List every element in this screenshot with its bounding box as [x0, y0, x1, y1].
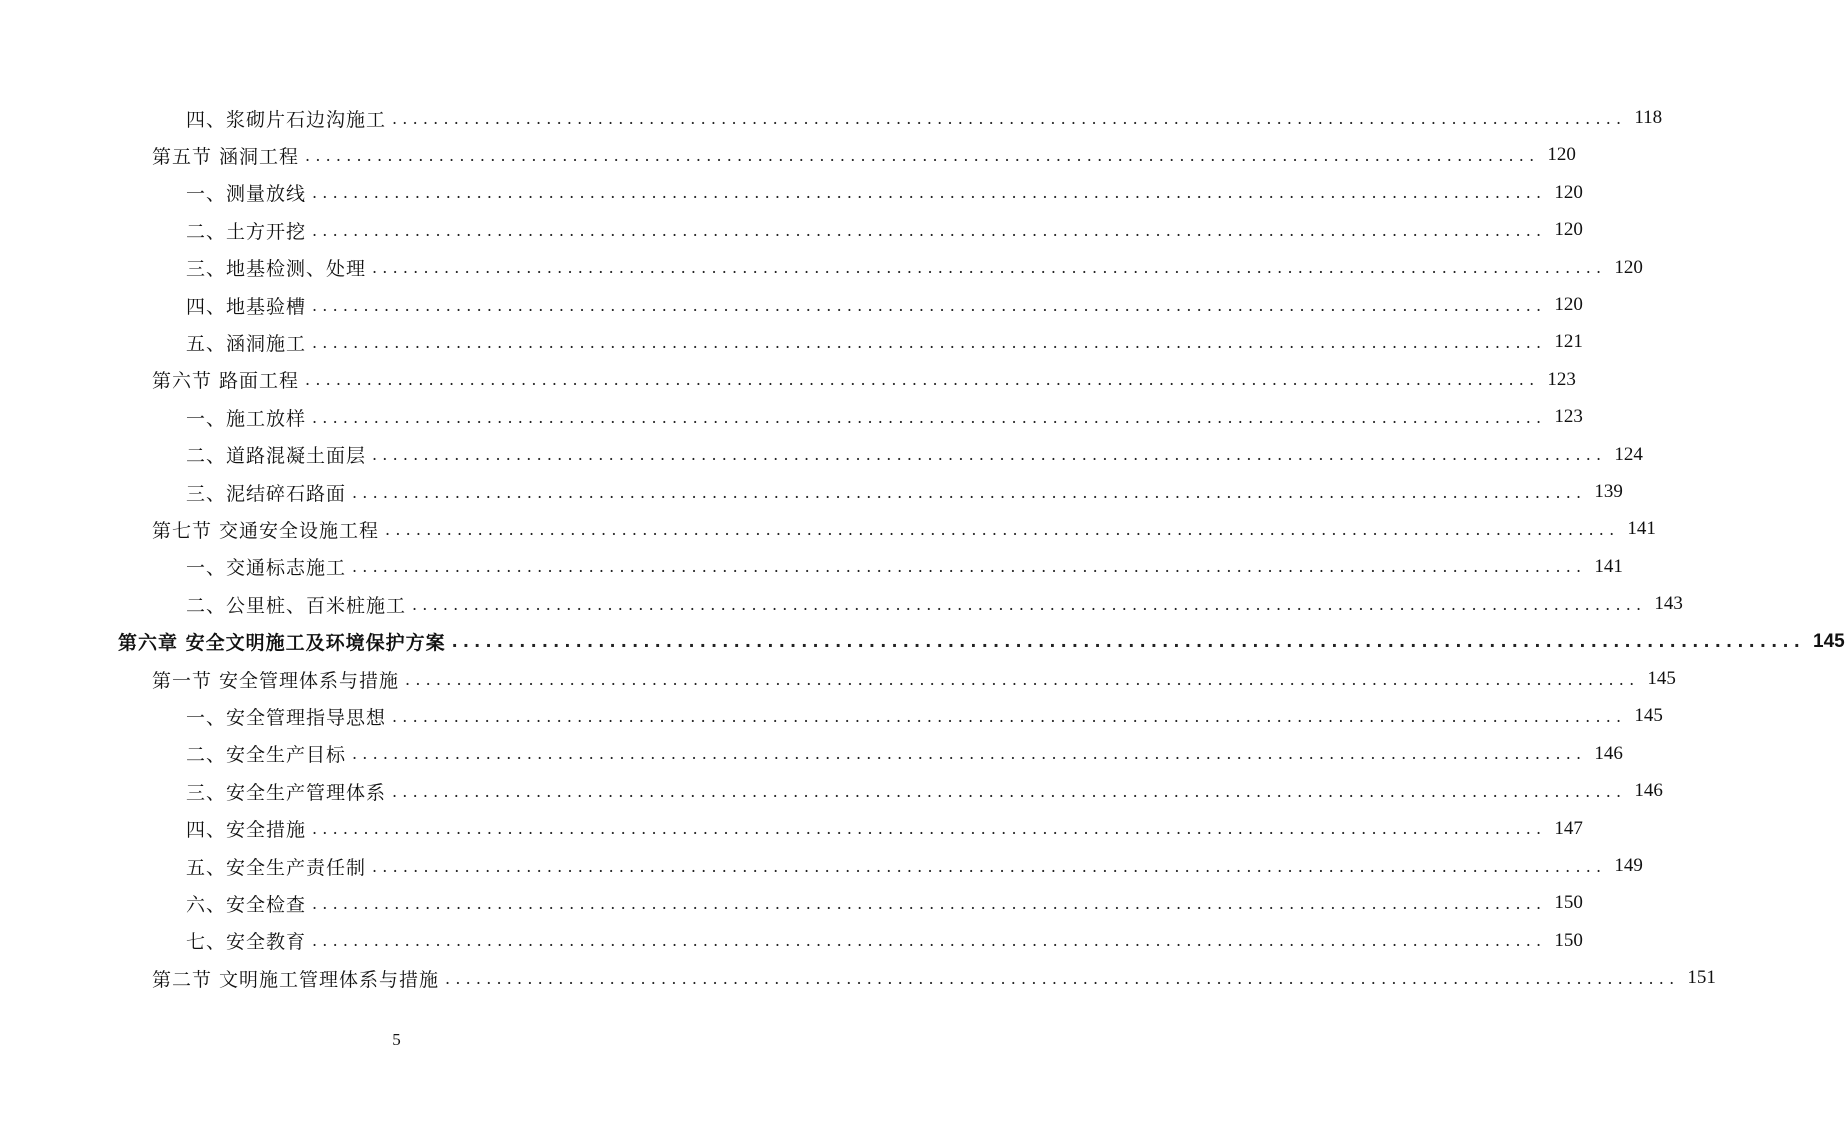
toc-entry-item[interactable] — [186, 437, 1643, 473]
dot-leader: ........................................................................................................................ — [312, 183, 1547, 203]
toc-entry-label: 一、测量放线 — [186, 183, 307, 206]
toc-entry-chapter[interactable] — [118, 624, 1845, 660]
toc-entry-label: 第六节 路面工程 — [152, 370, 300, 393]
toc-entry-section[interactable] — [152, 137, 1576, 173]
toc-entry-label: 七、安全教育 — [186, 931, 307, 954]
toc-entry-page: 121 — [1554, 331, 1583, 353]
toc-entry-label: 第七节 交通安全设施工程 — [152, 519, 380, 542]
toc-entry-item[interactable] — [186, 474, 1623, 510]
toc-entry-page: 123 — [1554, 406, 1583, 428]
dot-leader: ........................................................................................................................ — [305, 370, 1540, 390]
toc-entry-item[interactable] — [186, 399, 1583, 435]
toc-entry-item[interactable] — [186, 773, 1663, 809]
toc-entry-page: 118 — [1634, 107, 1663, 128]
toc-entry-label: 第一节 安全管理体系与措施 — [152, 669, 400, 692]
toc-entry-section[interactable] — [152, 960, 1716, 996]
toc-entry-label: 三、地基检测、处理 — [186, 258, 367, 281]
toc-entry-page: 123 — [1547, 368, 1576, 390]
toc-entry-page: 146 — [1634, 780, 1663, 802]
dot-leader: ........................................................................................................................ — [392, 781, 1627, 801]
toc-entry-item[interactable] — [186, 250, 1643, 286]
toc-entry-page: 141 — [1594, 555, 1623, 577]
toc-entry-label: 二、公里桩、百米桩施工 — [186, 594, 407, 617]
dot-leader: ........................................................................................................................ — [312, 893, 1547, 913]
toc-entry-item[interactable] — [186, 212, 1583, 248]
toc-entry-label: 三、泥结碎石路面 — [186, 482, 347, 505]
toc-entry-label: 一、交通标志施工 — [186, 557, 347, 580]
toc-entry-section[interactable] — [152, 511, 1656, 547]
dot-leader: ........................................................................................................................ — [392, 108, 1627, 128]
toc-entry-page: 141 — [1627, 518, 1656, 540]
dot-leader: ........................................................................................................................ — [352, 744, 1587, 764]
toc-entry-section[interactable] — [152, 661, 1676, 697]
toc-entry-page: 145 — [1634, 705, 1663, 727]
toc-entry-page: 147 — [1554, 817, 1583, 839]
toc-entry-item[interactable] — [186, 885, 1583, 921]
dot-leader: ........................................................................................................................ — [405, 669, 1640, 689]
toc-entry-label: 一、安全管理指导思想 — [186, 706, 387, 729]
dot-leader: ........................................................................................................................ — [372, 856, 1607, 876]
dot-leader: ........................................................................................................................ — [352, 482, 1587, 502]
toc-entry-page: 150 — [1554, 929, 1583, 951]
toc-entry-item[interactable] — [186, 586, 1683, 622]
dot-leader: ........................................................................................................................ — [305, 145, 1540, 165]
toc-entry-label: 二、土方开挖 — [186, 220, 307, 243]
dot-leader: ........................................................................................................................ — [312, 931, 1547, 951]
dot-leader: ........................................................................................................................ — [372, 445, 1607, 465]
toc-entry-label: 一、施工放样 — [186, 407, 307, 430]
dot-leader: ........................................................................................................................ — [312, 819, 1547, 839]
toc-entry-label: 二、道路混凝土面层 — [186, 445, 367, 468]
dot-leader: ........................................................................................................................ — [445, 968, 1680, 988]
toc-entry-page: 120 — [1547, 144, 1576, 166]
toc-entry-item[interactable] — [186, 811, 1583, 847]
toc-entry-label: 第五节 涵洞工程 — [152, 145, 300, 168]
toc-entry-page: 139 — [1594, 481, 1623, 502]
toc-entry-item[interactable] — [186, 698, 1663, 734]
toc-entry-page: 145 — [1647, 668, 1676, 689]
toc-entry-label: 四、浆砌片石边沟施工 — [186, 108, 387, 131]
toc-entry-item[interactable] — [186, 736, 1623, 772]
toc-entry-page: 124 — [1614, 443, 1643, 465]
dot-leader: ........................................................................................................................ — [312, 332, 1547, 352]
toc-entry-item[interactable] — [186, 100, 1663, 136]
dot-leader: ........................................................................................................................ — [312, 220, 1547, 240]
toc-entry-label: 五、安全生产责任制 — [186, 856, 367, 879]
toc-entry-page: 149 — [1614, 855, 1643, 876]
toc-entry-label: 五、涵洞施工 — [186, 332, 307, 355]
toc-entry-item[interactable] — [186, 923, 1583, 959]
toc-entry-item[interactable] — [186, 848, 1643, 884]
toc-entry-page: 145 — [1813, 630, 1845, 652]
toc-entry-label: 四、地基验槽 — [186, 295, 307, 318]
toc-entry-label: 三、安全生产管理体系 — [186, 781, 387, 804]
toc-entry-page: 120 — [1554, 294, 1583, 315]
dot-leader: ........................................................................................................................ — [392, 706, 1627, 726]
toc-entry-label: 六、安全检查 — [186, 893, 307, 916]
dot-leader: ........................................................................................................................ — [372, 258, 1607, 278]
toc-entry-item[interactable] — [186, 175, 1583, 211]
dot-leader: ........................................................................................................................ — [352, 557, 1587, 577]
dot-leader: ........................................................................................................................ — [312, 295, 1547, 315]
dot-leader: ........................................................................................................................ — [312, 407, 1547, 427]
toc-entry-label: 第六章 安全文明施工及环境保护方案 — [118, 632, 446, 655]
dot-leader: ........................................................................................................................ — [451, 632, 1805, 652]
toc-entry-label: 第二节 文明施工管理体系与措施 — [152, 968, 440, 991]
toc-entry-item[interactable] — [186, 287, 1583, 323]
dot-leader: ........................................................................................................................ — [412, 594, 1647, 614]
toc-entry-section[interactable] — [152, 362, 1576, 398]
toc-entry-label: 二、安全生产目标 — [186, 744, 347, 767]
toc-entry-item[interactable] — [186, 549, 1623, 585]
toc-entry-page: 120 — [1554, 219, 1583, 241]
toc-entry-page: 120 — [1614, 256, 1643, 278]
toc-entry-page: 151 — [1687, 967, 1716, 989]
toc-entry-page: 150 — [1554, 892, 1583, 914]
page-number: 5 — [392, 1030, 401, 1049]
toc-entry-page: 120 — [1554, 181, 1583, 203]
dot-leader: ........................................................................................................................ — [385, 519, 1620, 539]
toc-entry-label: 四、安全措施 — [186, 819, 307, 842]
toc-entry-page: 146 — [1594, 742, 1623, 764]
toc-entry-page: 143 — [1654, 593, 1683, 615]
toc-entry-item[interactable] — [186, 324, 1583, 360]
